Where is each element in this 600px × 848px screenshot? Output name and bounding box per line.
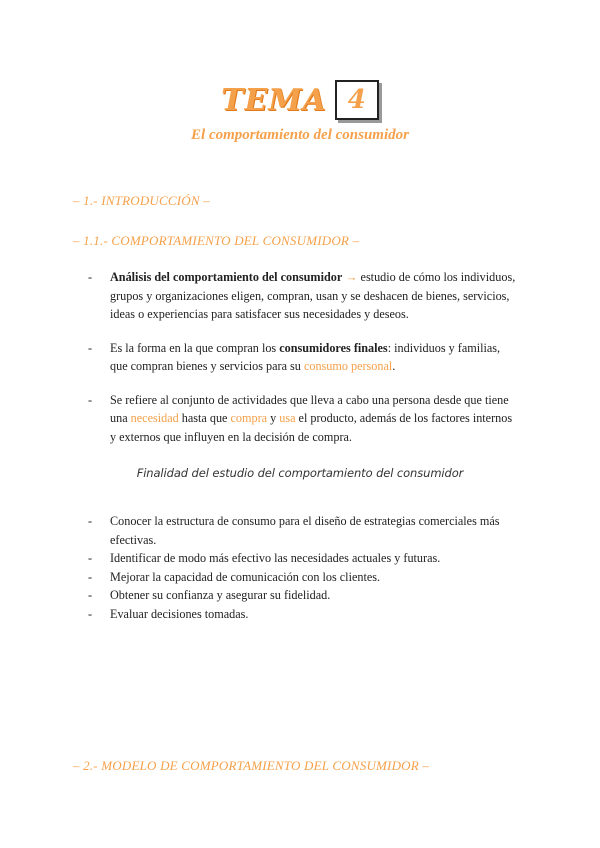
heading-comportamiento: – 1.1.- COMPORTAMIENTO DEL CONSUMIDOR – <box>73 233 360 248</box>
bold-term: consumidores finales <box>279 340 388 355</box>
finalidad-list <box>88 512 518 623</box>
highlight-term: consumo personal <box>303 359 393 373</box>
intro-list <box>88 268 518 461</box>
list-item <box>88 391 518 447</box>
paragraph-text: estudio de cómo los individuos, grupos y organizaciones eligen, compran, usan y se deshacen de bienes, servicios, ideas o experiencias para satisfacer sus necesidades y deseos. <box>110 270 516 321</box>
highlight-term: necesidad <box>130 411 179 425</box>
list-item <box>88 339 518 376</box>
finalidad-title: Finalidad del estudio del comportamiento del consumidor <box>136 466 464 480</box>
tema-subtitle: El comportamiento del consumidor <box>191 127 409 143</box>
paragraph-text: hasta que <box>178 411 231 425</box>
paragraph-text: el producto, además de los factores internos y externos que influyen en la decisión de compra. <box>110 411 513 444</box>
highlight-term: compra <box>230 411 268 425</box>
list-item <box>88 268 518 324</box>
list-item: - Obtener su confianza y asegurar su fidelidad. <box>88 586 518 605</box>
paragraph-text: : individuos y familias, que compran bienes y servicios para su <box>110 340 501 373</box>
title-row <box>0 80 600 120</box>
bold-term: Análisis del comportamiento del consumidor <box>110 270 343 284</box>
paragraph-text: y <box>267 411 280 425</box>
list-item: - Conocer la estructura de consumo para el diseño de estrategias comerciales más efectivas. <box>88 512 518 549</box>
tema-title: TEMA <box>221 82 327 118</box>
paragraph-text: Se refiere al conjunto de actividades que lleva a cabo una persona desde que tiene una <box>110 392 509 425</box>
list-item: - Mejorar la capacidad de comunicación con los clientes. <box>88 568 518 587</box>
paragraph-text: Es la forma en la que compran los <box>110 340 280 355</box>
title-block <box>0 80 600 144</box>
list-item: - Identificar de modo más efectivo las necesidades actuales y futuras. <box>88 549 518 568</box>
highlight-term: usa <box>279 411 296 425</box>
tema-number: 4 <box>335 80 379 120</box>
heading-introduccion: – 1.- INTRODUCCIÓN – <box>73 193 210 208</box>
arrow-icon: → <box>345 270 358 284</box>
paragraph-text: . <box>392 359 396 373</box>
list-item: - Evaluar decisiones tomadas. <box>88 605 518 624</box>
heading-modelo: – 2.- MODELO DE COMPORTAMIENTO DEL CONSUMIDOR – <box>73 758 430 773</box>
